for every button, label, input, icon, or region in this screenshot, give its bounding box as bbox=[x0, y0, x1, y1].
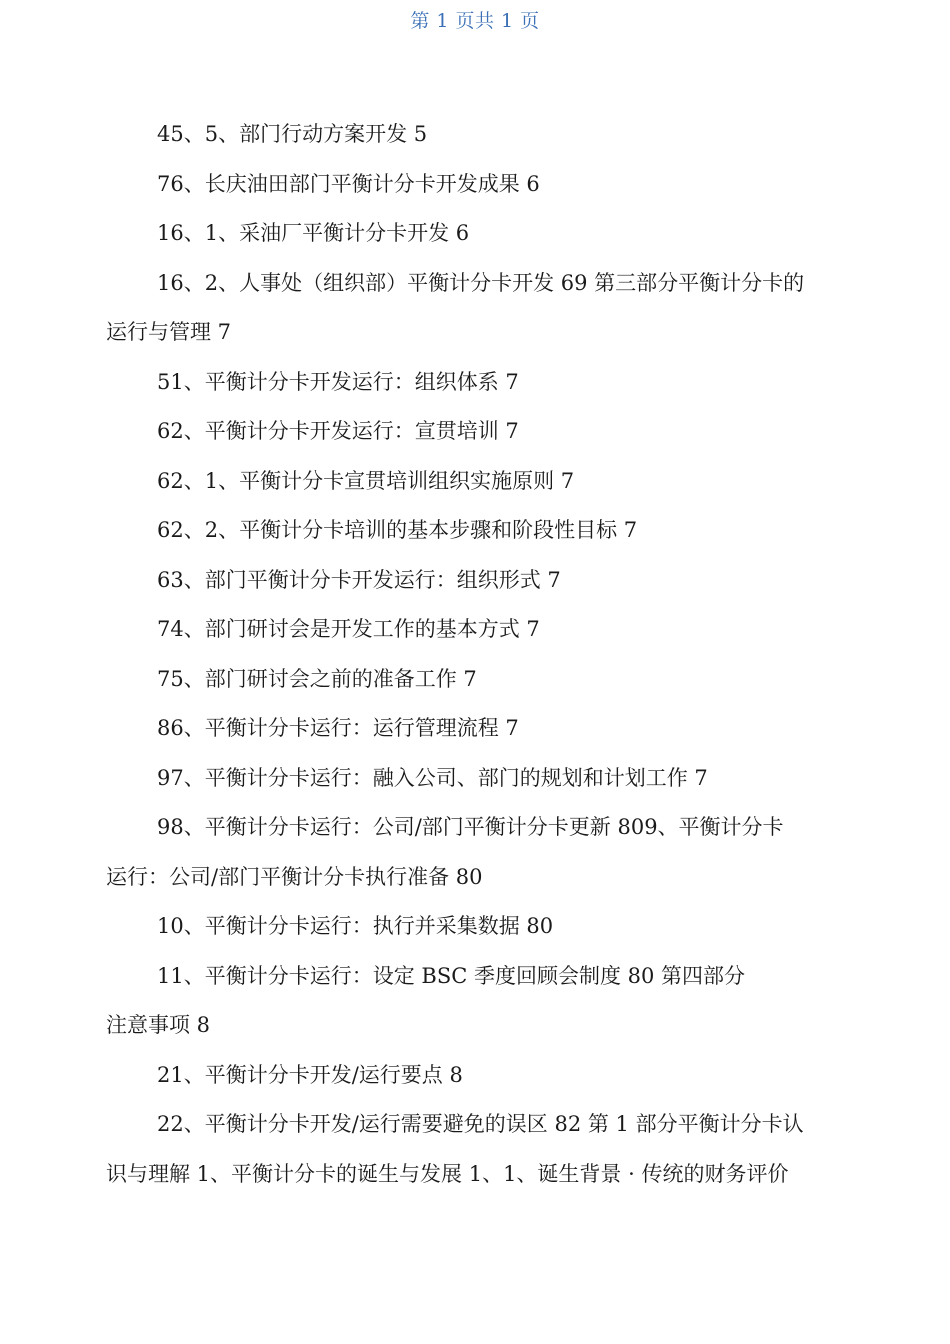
toc-line: 97、平衡计分卡运行：融入公司、部门的规划和计划工作 7 bbox=[157, 765, 708, 790]
toc-line: 45、5、部门行动方案开发 5 bbox=[157, 122, 428, 146]
toc-line: 62、1、平衡计分卡宣贯培训组织实施原则 7 bbox=[157, 468, 575, 493]
toc-line: 51、平衡计分卡开发运行：组织体系 7 bbox=[157, 369, 519, 394]
toc-line: 74、部门研讨会是开发工作的基本方式 7 bbox=[157, 617, 540, 641]
toc-line: 75、部门研讨会之前的准备工作 7 bbox=[157, 666, 477, 691]
toc-line: 10、平衡计分卡运行：执行并采集数据 80 bbox=[157, 914, 554, 938]
toc-line-continuation: 注意事项 8 bbox=[106, 1013, 211, 1037]
toc-line: 21、平衡计分卡开发/运行要点 8 bbox=[157, 1062, 463, 1087]
table-of-contents bbox=[106, 110, 846, 1199]
toc-line: 76、长庆油田部门平衡计分卡开发成果 6 bbox=[157, 171, 540, 196]
toc-line-continuation: 识与理解 1、平衡计分卡的诞生与发展 1、1、诞生背景 · 传统的财务评价 bbox=[106, 1161, 789, 1186]
toc-line: 62、平衡计分卡开发运行：宣贯培训 7 bbox=[157, 419, 519, 443]
toc-line: 16、2、人事处（组织部）平衡计分卡开发 69 第三部分平衡计分卡的 bbox=[157, 270, 805, 295]
toc-line: 16、1、采油厂平衡计分卡开发 6 bbox=[157, 221, 470, 245]
toc-line: 98、平衡计分卡运行：公司/部门平衡计分卡更新 809、平衡计分卡 bbox=[157, 815, 784, 839]
toc-line-continuation: 运行与管理 7 bbox=[106, 320, 232, 344]
toc-line: 62、2、平衡计分卡培训的基本步骤和阶段性目标 7 bbox=[157, 518, 638, 542]
page-indicator: 第 1 页共 1 页 bbox=[410, 10, 540, 32]
toc-line: 86、平衡计分卡运行：运行管理流程 7 bbox=[157, 716, 519, 740]
toc-line-continuation: 运行：公司/部门平衡计分卡执行准备 80 bbox=[106, 864, 483, 889]
toc-line: 11、平衡计分卡运行：设定 BSC 季度回顾会制度 80 第四部分 bbox=[157, 963, 746, 988]
toc-line: 63、部门平衡计分卡开发运行：组织形式 7 bbox=[157, 567, 561, 592]
toc-line: 22、平衡计分卡开发/运行需要避免的误区 82 第 1 部分平衡计分卡认 bbox=[157, 1112, 804, 1136]
